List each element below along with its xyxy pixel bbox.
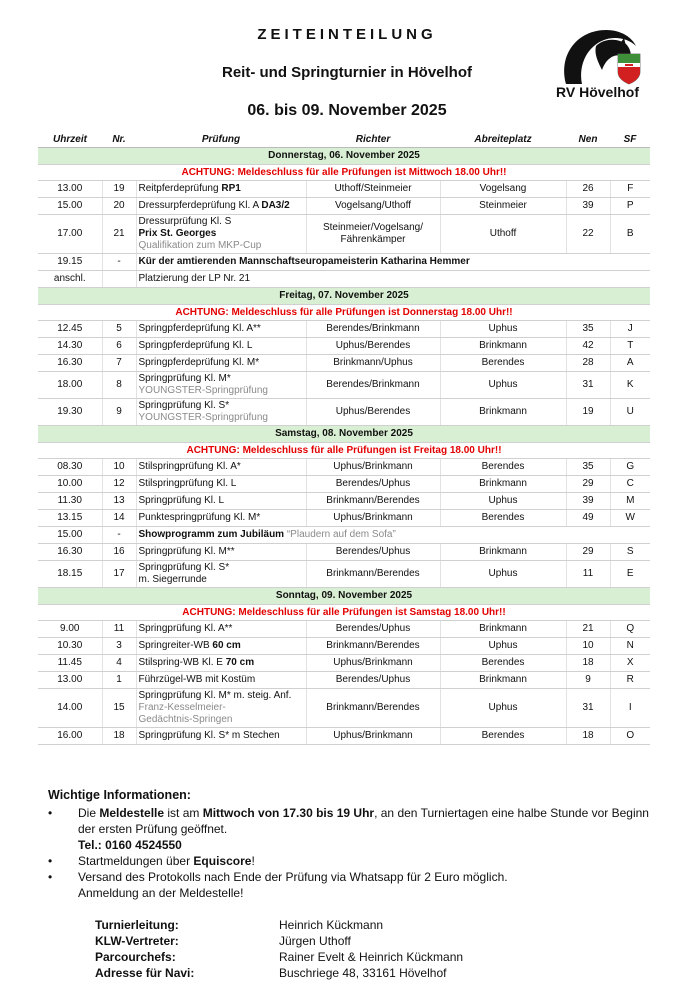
- entries-cell: 28: [566, 355, 610, 372]
- time-cell: 16.00: [38, 728, 102, 745]
- entries-cell: 29: [566, 544, 610, 561]
- entries-cell: 9: [566, 672, 610, 689]
- judge-cell: [306, 355, 440, 372]
- judge-cell: [306, 561, 440, 588]
- column-header: Richter: [306, 132, 440, 148]
- club-logo-text: RV Hövelhof: [556, 84, 639, 100]
- judge-cell: [306, 198, 440, 215]
- warmup-cell: Brinkmann: [440, 672, 566, 689]
- sf-cell: U: [610, 399, 650, 426]
- judge-cell: [306, 544, 440, 561]
- warmup-cell: Berendes: [440, 655, 566, 672]
- table-header-row: [38, 132, 650, 148]
- phone-number: Tel.: 0160 4524550: [78, 838, 182, 852]
- warmup-cell: Brinkmann: [440, 338, 566, 355]
- judge-cell: [306, 689, 440, 728]
- judge-cell: [306, 621, 440, 638]
- entries-cell: 18: [566, 655, 610, 672]
- column-header: Nen: [566, 132, 610, 148]
- table-row: [38, 215, 650, 254]
- warmup-cell: Vogelsang: [440, 181, 566, 198]
- judge-cell: [306, 728, 440, 745]
- judge-names: Brinkmann/Berendes: [326, 495, 420, 506]
- number-cell: 12: [102, 476, 136, 493]
- deadline-notice: ACHTUNG: Meldeschluss für alle Prüfungen ist Mittwoch 18.00 Uhr!!: [38, 165, 650, 181]
- test-note: YOUNGSTER-Springprüfung: [138, 385, 268, 396]
- table-row: [38, 271, 650, 288]
- judge-cell: [306, 215, 440, 254]
- contact-row: Parcourchefs: Rainer Evelt & Heinrich Kückmann: [95, 950, 464, 964]
- time-cell: 19.15: [38, 254, 102, 271]
- day-header-row: [38, 288, 650, 305]
- entries-cell: 39: [566, 198, 610, 215]
- warmup-cell: Uphus: [440, 372, 566, 399]
- test-name: Dressurprüfung Kl. S: [138, 216, 232, 227]
- test-cell: [136, 510, 306, 527]
- sf-cell: F: [610, 181, 650, 198]
- judge-names: Brinkmann/Uphus: [333, 357, 413, 368]
- sf-cell: W: [610, 510, 650, 527]
- warmup-cell: Uthoff: [440, 215, 566, 254]
- judge-names: Berendes/Uphus: [335, 478, 411, 489]
- entries-cell: 31: [566, 372, 610, 399]
- number-cell: 17: [102, 561, 136, 588]
- test-level: 60 cm: [212, 640, 241, 651]
- judge-names: Berendes/Uphus: [335, 623, 411, 634]
- program-text: Platzierung der LP Nr. 21: [138, 273, 251, 284]
- sf-cell: S: [610, 544, 650, 561]
- warmup-cell: Uphus: [440, 689, 566, 728]
- sf-cell: B: [610, 215, 650, 254]
- contact-row: KLW-Vertreter: Jürgen Uthoff: [95, 934, 351, 948]
- table-row: [38, 476, 650, 493]
- column-header: Nr.: [102, 132, 136, 148]
- sf-cell: A: [610, 355, 650, 372]
- column-header: Prüfung: [136, 132, 306, 148]
- test-cell: [136, 476, 306, 493]
- test-name: Reitpferdeprüfung: [138, 183, 222, 194]
- test-name: Springprüfung Kl. A**: [138, 623, 233, 634]
- program-cell: [136, 271, 650, 288]
- number-cell: 18: [102, 728, 136, 745]
- judge-cell: [306, 399, 440, 426]
- table-row: [38, 372, 650, 399]
- entries-cell: 31: [566, 689, 610, 728]
- test-note: Qualifikation zum MKP-Cup: [138, 240, 262, 251]
- day-title: Donnerstag, 06. November 2025: [38, 148, 650, 165]
- test-name: Stilspringprüfung Kl. L: [138, 478, 237, 489]
- sf-cell: O: [610, 728, 650, 745]
- test-cell: [136, 355, 306, 372]
- deadline-notice: ACHTUNG: Meldeschluss für alle Prüfungen ist Donnerstag 18.00 Uhr!!: [38, 305, 650, 321]
- warmup-cell: Berendes: [440, 728, 566, 745]
- number-cell: 21: [102, 215, 136, 254]
- table-row: [38, 689, 650, 728]
- deadline-notice-row: [38, 443, 650, 459]
- test-note: Franz-Kesselmeier-: [138, 702, 226, 713]
- test-name: Stilspringprüfung Kl. A*: [138, 461, 241, 472]
- time-cell: 12.45: [38, 321, 102, 338]
- day-header-row: [38, 426, 650, 443]
- judge-names: Vogelsang/Uthoff: [335, 200, 411, 211]
- entries-cell: 11: [566, 561, 610, 588]
- number-cell: 19: [102, 181, 136, 198]
- day-header-row: [38, 148, 650, 165]
- program-text: Showprogramm zum Jubiläum: [138, 529, 285, 540]
- test-cell: [136, 338, 306, 355]
- coat-of-arms-icon: [618, 54, 640, 84]
- judge-names: Steinmeier/Vogelsang/: [322, 222, 424, 233]
- warmup-cell: Brinkmann: [440, 476, 566, 493]
- number-cell: 6: [102, 338, 136, 355]
- info-item: • Startmeldungen über Equiscore!: [48, 854, 255, 868]
- info-list: [48, 805, 658, 901]
- table-row: [38, 621, 650, 638]
- time-cell: 17.00: [38, 215, 102, 254]
- column-header: Abreiteplatz: [440, 132, 566, 148]
- test-name: Springprüfung Kl. M**: [138, 546, 235, 557]
- number-cell: 10: [102, 459, 136, 476]
- sf-cell: I: [610, 689, 650, 728]
- warmup-cell: Brinkmann: [440, 399, 566, 426]
- table-row: [38, 493, 650, 510]
- sf-cell: R: [610, 672, 650, 689]
- number-cell: 3: [102, 638, 136, 655]
- warmup-cell: Steinmeier: [440, 198, 566, 215]
- number-cell: 4: [102, 655, 136, 672]
- judge-names: Brinkmann/Berendes: [326, 702, 420, 713]
- program-note: “Plaudern auf dem Sofa”: [284, 529, 396, 540]
- test-cell: [136, 544, 306, 561]
- test-cell: [136, 621, 306, 638]
- entries-cell: 35: [566, 321, 610, 338]
- judge-cell: [306, 372, 440, 399]
- event-dates: 06. bis 09. November 2025: [247, 102, 447, 119]
- judge-cell: [306, 181, 440, 198]
- sf-cell: N: [610, 638, 650, 655]
- table-row: [38, 638, 650, 655]
- test-cell: [136, 561, 306, 588]
- table-row: [38, 181, 650, 198]
- table-row: [38, 544, 650, 561]
- time-cell: 9.00: [38, 621, 102, 638]
- judge-names: Berendes/Brinkmann: [326, 379, 420, 390]
- day-header-row: [38, 588, 650, 605]
- sf-cell: J: [610, 321, 650, 338]
- judge-names: Brinkmann/Berendes: [326, 568, 420, 579]
- number-cell: 20: [102, 198, 136, 215]
- judge-names: Uphus/Brinkmann: [333, 657, 413, 668]
- judge-cell: [306, 672, 440, 689]
- judge-names: Brinkmann/Berendes: [326, 640, 420, 651]
- entries-cell: 21: [566, 621, 610, 638]
- contact-row: Turnierleitung: Heinrich Kückmann: [95, 918, 384, 932]
- warmup-cell: Uphus: [440, 561, 566, 588]
- page-title: ZEITEINTEILUNG: [257, 26, 437, 43]
- test-cell: [136, 198, 306, 215]
- time-cell: 18.15: [38, 561, 102, 588]
- judge-names: Berendes/Uphus: [335, 674, 411, 685]
- warmup-cell: Uphus: [440, 493, 566, 510]
- test-level: DA3/2: [261, 200, 290, 211]
- table-row: [38, 254, 650, 271]
- time-cell: 19.30: [38, 399, 102, 426]
- judge-names: Uphus/Berendes: [335, 406, 411, 417]
- contact-row: Adresse für Navi: Buschriege 48, 33161 Hövelhof: [95, 966, 447, 980]
- test-name: Springprüfung Kl. S*: [138, 400, 230, 411]
- important-info: [48, 788, 658, 901]
- table-row: [38, 399, 650, 426]
- judge-cell: [306, 493, 440, 510]
- sf-cell: X: [610, 655, 650, 672]
- time-cell: anschl.: [38, 271, 102, 288]
- time-cell: 13.15: [38, 510, 102, 527]
- test-name: Springpferdeprüfung Kl. A**: [138, 323, 261, 334]
- judge-names: Fährenkämper: [340, 234, 406, 245]
- warmup-cell: Uphus: [440, 638, 566, 655]
- test-name: Stilspring-WB Kl. E: [138, 657, 226, 668]
- test-cell: [136, 728, 306, 745]
- test-name: Dressurpferdeprüfung Kl. A: [138, 200, 262, 211]
- test-cell: [136, 215, 306, 254]
- test-name: Springpferdeprüfung Kl. M*: [138, 357, 260, 368]
- judge-names: Uphus/Berendes: [335, 340, 411, 351]
- sf-cell: Q: [610, 621, 650, 638]
- number-cell: 7: [102, 355, 136, 372]
- test-name: Springprüfung Kl. M* m. steig. Anf.: [138, 690, 292, 701]
- entries-cell: 49: [566, 510, 610, 527]
- warmup-cell: Berendes: [440, 459, 566, 476]
- deadline-notice-row: [38, 305, 650, 321]
- test-level: 70 cm: [225, 657, 255, 668]
- time-cell: 08.30: [38, 459, 102, 476]
- sf-cell: G: [610, 459, 650, 476]
- warmup-cell: Brinkmann: [440, 621, 566, 638]
- table-row: [38, 655, 650, 672]
- entries-cell: 18: [566, 728, 610, 745]
- judge-cell: [306, 638, 440, 655]
- judge-cell: [306, 476, 440, 493]
- test-cell: [136, 689, 306, 728]
- time-cell: 14.00: [38, 689, 102, 728]
- entries-cell: 29: [566, 476, 610, 493]
- number-cell: 14: [102, 510, 136, 527]
- sf-cell: E: [610, 561, 650, 588]
- table-row: [38, 561, 650, 588]
- test-note: YOUNGSTER-Springprüfung: [138, 412, 268, 423]
- test-cell: [136, 399, 306, 426]
- judge-cell: [306, 321, 440, 338]
- judge-names: Berendes/Brinkmann: [326, 323, 420, 334]
- judge-cell: [306, 338, 440, 355]
- number-cell: 8: [102, 372, 136, 399]
- day-title: Freitag, 07. November 2025: [38, 288, 650, 305]
- test-cell: [136, 372, 306, 399]
- test-name: Springprüfung Kl. L: [138, 495, 225, 506]
- entries-cell: 22: [566, 215, 610, 254]
- sf-cell: C: [610, 476, 650, 493]
- test-name: Führzügel-WB mit Kostüm: [138, 674, 256, 685]
- entries-cell: 39: [566, 493, 610, 510]
- test-note: Gedächtnis-Springen: [138, 714, 233, 725]
- contacts: [95, 917, 463, 981]
- warmup-cell: Berendes: [440, 355, 566, 372]
- table-row: [38, 728, 650, 745]
- number-cell: 5: [102, 321, 136, 338]
- info-item: • Die Meldestelle ist am Mittwoch von 17.30 bis 19 Uhr, an den Turniertagen eine halbe Stunde vor Beginn der ersten Prüfung geöffnet. Tel.: 0160 4524550: [48, 806, 649, 852]
- test-cell: [136, 493, 306, 510]
- table-row: [38, 338, 650, 355]
- entries-cell: 35: [566, 459, 610, 476]
- test-cell: [136, 638, 306, 655]
- warmup-cell: Uphus: [440, 321, 566, 338]
- program-cell: [136, 254, 650, 271]
- test-name: Springreiter-WB: [138, 640, 213, 651]
- number-cell: -: [102, 527, 136, 544]
- judge-names: Uphus/Brinkmann: [333, 730, 413, 741]
- time-cell: 13.00: [38, 181, 102, 198]
- table-row: [38, 459, 650, 476]
- test-name: Springpferdeprüfung Kl. L: [138, 340, 253, 351]
- entries-cell: 42: [566, 338, 610, 355]
- test-cell: [136, 181, 306, 198]
- test-subtitle: m. Siegerrunde: [138, 574, 207, 585]
- schedule-table: [38, 132, 650, 745]
- test-cell: [136, 321, 306, 338]
- time-cell: 11.45: [38, 655, 102, 672]
- time-cell: 14.30: [38, 338, 102, 355]
- judge-cell: [306, 655, 440, 672]
- entries-cell: 19: [566, 399, 610, 426]
- judge-names: Berendes/Uphus: [335, 546, 411, 557]
- table-row: [38, 527, 650, 544]
- table-row: [38, 510, 650, 527]
- day-title: Sonntag, 09. November 2025: [38, 588, 650, 605]
- time-cell: 18.00: [38, 372, 102, 399]
- time-cell: 16.30: [38, 355, 102, 372]
- entries-cell: 10: [566, 638, 610, 655]
- judge-names: Uthoff/Steinmeier: [334, 183, 412, 194]
- number-cell: -: [102, 254, 136, 271]
- deadline-notice-row: [38, 165, 650, 181]
- bullet: •: [48, 870, 53, 884]
- table-row: [38, 321, 650, 338]
- time-cell: 11.30: [38, 493, 102, 510]
- test-subtitle: Prix St. Georges: [138, 228, 217, 239]
- bullet: •: [48, 854, 53, 868]
- time-cell: 10.00: [38, 476, 102, 493]
- deadline-notice: ACHTUNG: Meldeschluss für alle Prüfungen ist Freitag 18.00 Uhr!!: [38, 443, 650, 459]
- number-cell: 15: [102, 689, 136, 728]
- test-name: Springprüfung Kl. S*: [138, 562, 230, 573]
- test-level: RP1: [221, 183, 241, 194]
- table-row: [38, 672, 650, 689]
- time-cell: 10.30: [38, 638, 102, 655]
- sf-cell: T: [610, 338, 650, 355]
- bullet: •: [48, 806, 53, 820]
- info-heading: Wichtige Informationen:: [48, 788, 191, 802]
- event-subtitle: Reit- und Springturnier in Hövelhof: [222, 64, 472, 81]
- test-name: Springprüfung Kl. S* m Stechen: [138, 730, 280, 741]
- judge-cell: [306, 459, 440, 476]
- number-cell: 11: [102, 621, 136, 638]
- time-cell: 15.00: [38, 527, 102, 544]
- program-cell: [136, 527, 650, 544]
- warmup-cell: Berendes: [440, 510, 566, 527]
- sf-cell: K: [610, 372, 650, 399]
- test-name: Springprüfung Kl. M*: [138, 373, 231, 384]
- number-cell: 13: [102, 493, 136, 510]
- judge-names: Uphus/Brinkmann: [333, 461, 413, 472]
- test-cell: [136, 459, 306, 476]
- time-cell: 13.00: [38, 672, 102, 689]
- number-cell: 1: [102, 672, 136, 689]
- entries-cell: 26: [566, 181, 610, 198]
- judge-names: Uphus/Brinkmann: [333, 512, 413, 523]
- time-cell: 15.00: [38, 198, 102, 215]
- number-cell: [102, 271, 136, 288]
- day-title: Samstag, 08. November 2025: [38, 426, 650, 443]
- info-item: • Versand des Protokolls nach Ende der Prüfung via Whatsapp für 2 Euro möglich. Anmeldung an der Meldestelle!: [48, 870, 508, 900]
- sf-cell: M: [610, 493, 650, 510]
- table-row: [38, 355, 650, 372]
- warmup-cell: Brinkmann: [440, 544, 566, 561]
- number-cell: 16: [102, 544, 136, 561]
- deadline-notice: ACHTUNG: Meldeschluss für alle Prüfungen ist Samstag 18.00 Uhr!!: [38, 605, 650, 621]
- sf-cell: P: [610, 198, 650, 215]
- deadline-notice-row: [38, 605, 650, 621]
- number-cell: 9: [102, 399, 136, 426]
- test-cell: [136, 655, 306, 672]
- judge-cell: [306, 510, 440, 527]
- test-cell: [136, 672, 306, 689]
- column-header: Uhrzeit: [38, 132, 102, 148]
- time-cell: 16.30: [38, 544, 102, 561]
- program-text: Kür der amtierenden Mannschaftseuropameisterin Katharina Hemmer: [138, 256, 470, 267]
- column-header: SF: [610, 132, 650, 148]
- table-row: [38, 198, 650, 215]
- test-name: Punktespringprüfung Kl. M*: [138, 512, 261, 523]
